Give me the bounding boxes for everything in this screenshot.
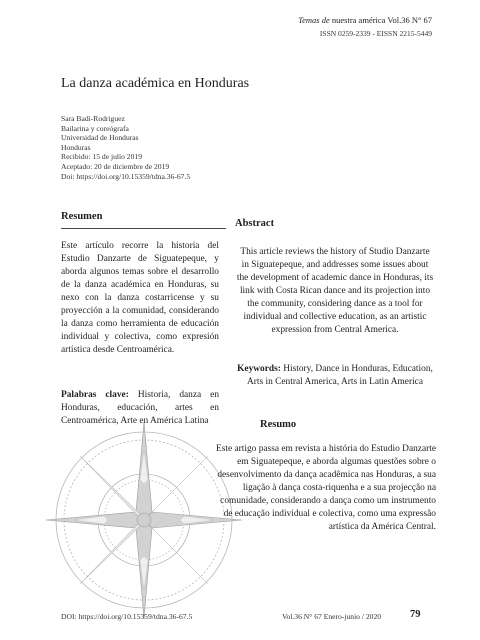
page-number: 79 (410, 609, 421, 620)
resumen-body: Este artículo recorre la historia del Estudio Danzarte de Siguatepeque, y aborda algunos temas sobre el desarrollo de la danza académica en Honduras, su nexo con la danza costarricense y su proyección a la comunidad, considerando la danza como herramienta de educación individual y colectiva, como expresión artística desde Centroamérica. (61, 241, 219, 355)
resumo-body: Este artigo passa em revista a história do Estudio Danzarte em Siguatepeque, e aborda algumas questões sobre o desenvolvimento da dança acadêmica nas Honduras, a sua ligação à dança costa-riquenha e a sua projecção na comunidade, considerando a dança como um instrumento de educação individual e colectiva, como uma expressão artística da América Central. (216, 444, 436, 532)
footer-issue-info: Vol.36 N° 67 Enero-junio / 2020 (282, 612, 382, 621)
doi-line: Doi: https://doi.org/10.15359/tdna.36-67.5 (61, 171, 191, 181)
resumen-heading: Resumen (61, 211, 103, 222)
resumo-heading: Resumo (260, 419, 297, 430)
journal-header (298, 14, 432, 26)
journal-name-italic: Temas de (298, 15, 330, 25)
abstract-text (236, 246, 434, 337)
abstract-heading: Abstract (235, 218, 275, 229)
received-date: Recibido: 15 de julio 2019 (61, 152, 142, 162)
author-name: Sara Badi-Rodriguez (61, 114, 125, 123)
keywords-list: History, Dance in Honduras, Education, Arts in Central America, Arts in Latin America (247, 364, 433, 387)
author-country: Honduras (61, 142, 91, 152)
article-title: La danza académica en Honduras (61, 76, 250, 91)
author-affiliation: Universidad de Honduras (61, 133, 139, 143)
footer-doi-link[interactable]: DOI: https://doi.org/10.15359/tdna.36-67.5 (61, 612, 193, 621)
keywords-label: Keywords: (237, 364, 281, 374)
resumo-text (210, 443, 436, 534)
resumen-keywords (61, 389, 219, 428)
journal-name-rest: nuestra américa Vol.36 N° 67 (331, 15, 432, 25)
palabras-clave-label: Palabras clave: (61, 390, 129, 400)
resumen-text (61, 240, 219, 357)
author-role: Bailarina y coreógrafa (61, 123, 129, 133)
issn-line: ISSN 0259-2339 - EISSN 2215-5449 (319, 29, 432, 38)
palabras-clave-list: Historia, danza en Honduras, educación, artes en Centroamérica, Arte en América Latina (61, 390, 220, 426)
abstract-keywords (236, 363, 434, 389)
article-meta (61, 114, 190, 181)
abstract-body: This article reviews the history of Studio Danzarte in Siguatepeque, and addresses some issues about the development of academic dance in Honduras, its link with Costa Rican dance and its projection into the community, considering dance as a tool for individual and collective education, as an artistic expression from Central America. (236, 247, 434, 335)
accepted-date: Aceptado: 20 de diciembre de 2019 (61, 161, 170, 171)
resumen-divider (61, 228, 226, 229)
